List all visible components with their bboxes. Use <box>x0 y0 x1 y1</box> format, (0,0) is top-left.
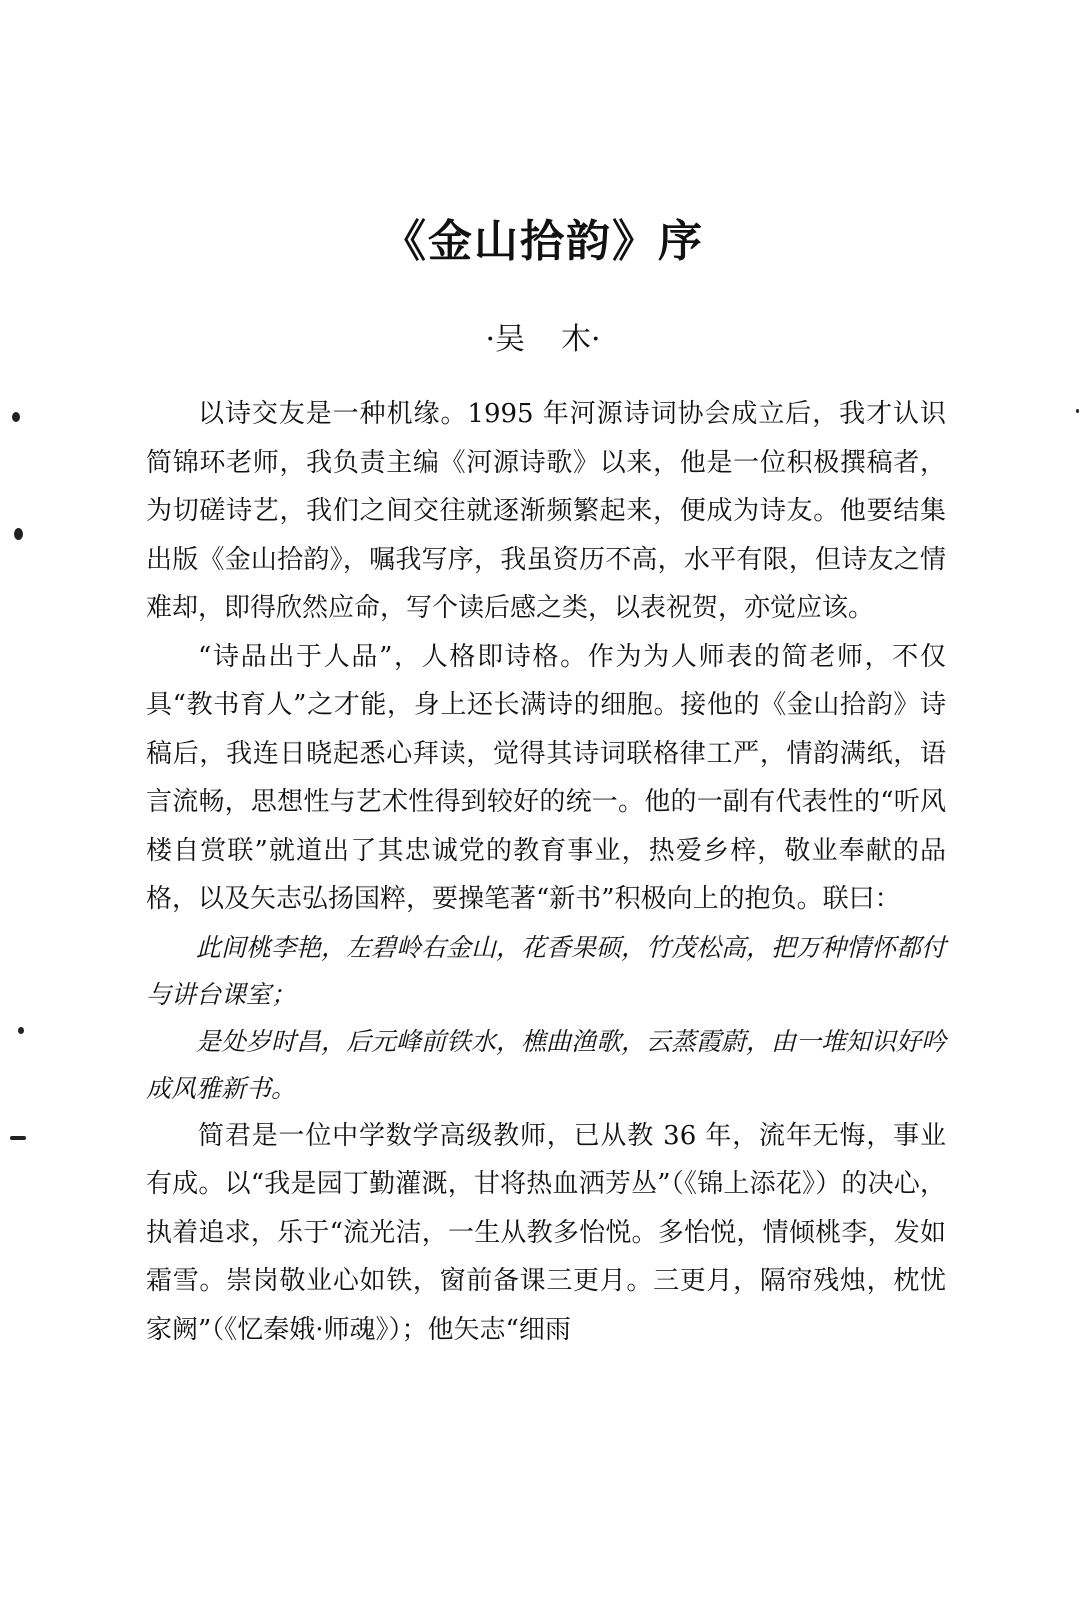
author-name-first: 吴 <box>495 322 525 357</box>
scan-speck <box>10 1136 26 1140</box>
author-dot-left: · <box>485 322 495 357</box>
scan-speck <box>12 412 20 422</box>
scan-speck <box>1076 409 1079 413</box>
couplet-line-1: 此间桃李艳，左碧岭右金山，花香果硕，竹茂松高，把万种情怀都付与讲台课室； <box>146 932 947 1009</box>
scan-speck <box>14 528 23 540</box>
page-title: 《金山拾韵》序 <box>382 216 704 267</box>
paragraph-3: 简君是一位中学数学高级教师，已从教 36 年，流年无悔，事业有成。以“我是园丁勤灌溉，甘将热血洒芳丛”（《锦上添花》）的决心，执着追求，乐于“流光洁，一生从教多怡悦。多怡悦，情倾桃李，发如霜雪。崇岗敬业心如铁，窗前备课三更月。三更月，隔帘残烛，枕忧家阙”（《忆秦娥·师魂》）；他矢志“细雨 <box>146 1120 946 1345</box>
author-line <box>0 318 1086 362</box>
paragraph-2: “诗品出于人品”，人格即诗格。作为为人师表的简老师，不仅具“教书育人”之才能，身上还长满诗的细胞。接他的《金山拾韵》诗稿后，我连日晓起悉心拜读，觉得其诗词联格律工严，情韵满纸，语言流畅，思想性与艺术性得到较好的统一。他的一副有代表性的“听风楼自赏联”就道出了其忠诚党的教育事业，热爱乡梓，敬业奉献的品格，以及矢志弘扬国粹，要操笔著“新书”积极向上的抱负。联曰： <box>146 641 946 914</box>
body-text <box>146 390 946 1354</box>
paragraph-1: 以诗交友是一种机缘。1995 年河源诗词协会成立后，我才认识简锦环老师，我负责主编《河源诗歌》以来，他是一位积极撰稿者，为切磋诗艺，我们之间交往就逐渐频繁起来，便成为诗友。他要结集出版《金山拾韵》，嘱我写序，我虽资历不高，水平有限，但诗友之情难却，即得欣然应命，写个读后感之类，以表祝贺，亦觉应该。 <box>146 399 946 623</box>
scan-speck <box>18 1027 24 1034</box>
author-dot-right: · <box>591 322 601 357</box>
couplet-line-2: 是处岁时昌，后元峰前铁水，樵曲渔歌，云蒸霞蔚，由一堆知识好吟成风雅新书。 <box>146 1026 947 1103</box>
author-name-second: 木 <box>561 322 591 357</box>
